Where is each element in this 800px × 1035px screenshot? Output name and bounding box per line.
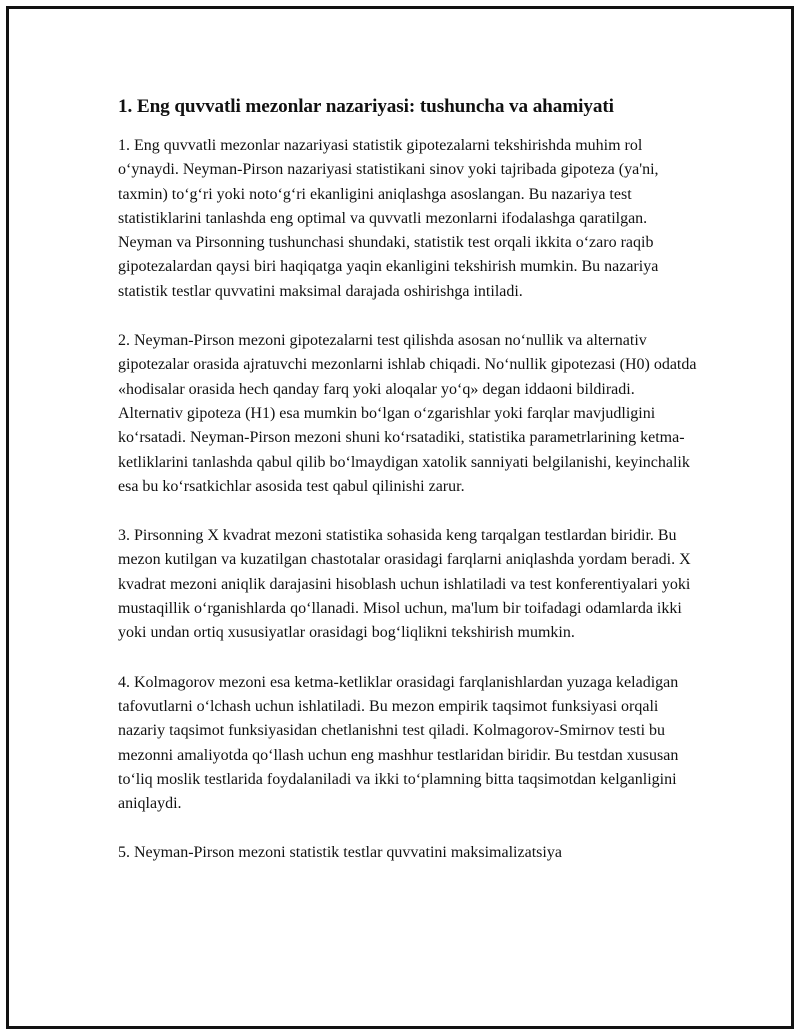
document-body [118,94,700,891]
paragraph-1: 1. Eng quvvatli mezonlar nazariyasi statistik gipotezalarni tekshirishda muhim rol o‘ynaydi. Neyman-Pirson nazariyasi statistikani sinov yoki tajribada gipoteza (ya'ni, taxmin) to‘g‘ri yoki noto‘g‘ri ekanligini aniqlashga asoslangan. Bu nazariya test statistiklarini tanlashda eng optimal va quvvatli mezonlarni ifodalashga qaratilgan. Neyman va Pirsonning tushunchasi shundaki, statistik test orqali ikkita o‘zaro raqib gipotezalardan qaysi biri haqiqatga yaqin ekanligini tekshirish mumkin. Bu nazariya statistik testlar quvvatini maksimal darajada oshirishga intiladi. [118,137,659,300]
paragraph-2: 2. Neyman-Pirson mezoni gipotezalarni test qilishda asosan no‘nullik va alternativ gipotezalar orasida ajratuvchi mezonlarni ishlab chiqadi. No‘nullik gipotezasi (H0) odatda «hodisalar orasida hech qanday farq yoki aloqalar yo‘q» degan iddaoni bildiradi. Alternativ gipoteza (H1) esa mumkin bo‘lgan o‘zgarishlar yoki farqlar mavjudligini ko‘rsatadi. Neyman-Pirson mezoni shuni ko‘rsatadiki, statistika parametrlarining ketma-ketliklarini tanlashda qabul qilib bo‘lmaydigan xatolik sanniyati belgilanishi, keyinchalik esa bu ko‘rsatkichlar asosida test qabul qilinishi zarur. [118,332,697,495]
section-heading: 1. Eng quvvatli mezonlar nazariyasi: tushuncha va ahamiyati [118,96,614,117]
paragraph-4: 4. Kolmagorov mezoni esa ketma-ketliklar orasidagi farqlanishlardan yuzaga keladigan tafovutlarni o‘lchash uchun ishlatiladi. Bu mezon empirik taqsimot funksiyasi orqali nazariy taqsimot funksiyasidan chetlanishni test qiladi. Kolmagorov-Smirnov testi bu mezonni amaliyotda qo‘llash uchun eng mashhur testlaridan biridir. Bu testdan xususan to‘liq moslik testlarida foydalaniladi va ikki to‘plamning bitta taqsimotdan kelganligini aniqlaydi. [118,673,679,813]
paragraph-3: 3. Pirsonning X kvadrat mezoni statistika sohasida keng tarqalgan testlardan biridir. Bu mezon kutilgan va kuzatilgan chastotalar orasidagi farqlarni aniqlashda yordam beradi. X kvadrat mezoni aniqlik darajasini hisoblash uchun ishlatiladi va test konferentiyalari yoki mustaqillik o‘rganishlarda qo‘llanadi. Misol uchun, ma'lum bir toifadagi odamlarda ikki yoki undan ortiq xususiyatlar orasidagi bog‘liqlikni tekshirish mumkin. [118,527,691,642]
paragraph-5: 5. Neyman-Pirson mezoni statistik testlar quvvatini maksimalizatsiya [118,844,562,862]
